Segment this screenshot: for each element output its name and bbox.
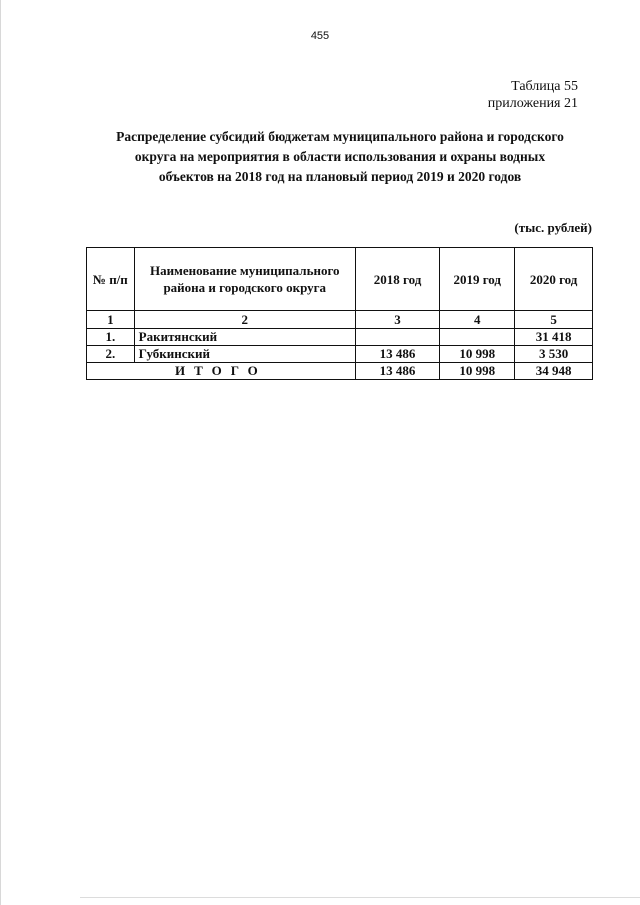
row-2019: 10 998: [440, 346, 515, 363]
header-2019: 2019 год: [440, 248, 515, 311]
total-2019: 10 998: [440, 363, 515, 380]
row-name: Ракитянский: [134, 329, 355, 346]
row-num: 1.: [87, 329, 135, 346]
table-row: [87, 346, 593, 363]
subsidy-table: [86, 247, 593, 380]
title-line1: Распределение субсидий бюджетам муниципального района и городского: [116, 129, 564, 144]
table-ref-line1: Таблица 55: [511, 79, 578, 94]
header-num: № п/п: [87, 248, 135, 311]
table-row: [87, 329, 593, 346]
scan-bottom-line: [80, 897, 640, 898]
row-2019: [440, 329, 515, 346]
header-name: Наименование муниципального района и городского округа: [134, 248, 355, 311]
total-row: [87, 363, 593, 380]
table-ref-line2: приложения 21: [487, 96, 578, 111]
col-number-4: 4: [440, 311, 515, 329]
title-line3: объектов на 2018 год на плановый период 2019 и 2020 годов: [158, 169, 522, 184]
row-num: 2.: [87, 346, 135, 363]
col-number-1: 1: [87, 311, 135, 329]
header-2020: 2020 год: [515, 248, 593, 311]
total-2018: 13 486: [355, 363, 439, 380]
col-number-3: 3: [355, 311, 439, 329]
col-number-2: 2: [134, 311, 355, 329]
row-2020: 3 530: [515, 346, 593, 363]
total-2020: 34 948: [515, 363, 593, 380]
row-2020: 31 418: [515, 329, 593, 346]
total-label: ИТОГО: [87, 363, 356, 380]
row-name: Губкинский: [134, 346, 355, 363]
table-header-row: [87, 248, 593, 311]
title-line2: округа на мероприятия в области использования и охраны водных: [134, 149, 546, 164]
scan-margin-line: [0, 0, 1, 905]
units-label: (тыс. рублей): [514, 220, 592, 235]
table-reference: [488, 78, 578, 112]
row-2018: [355, 329, 439, 346]
page-number: 455: [310, 30, 330, 42]
row-2018: 13 486: [355, 346, 439, 363]
header-2018: 2018 год: [355, 248, 439, 311]
document-title: [70, 127, 610, 187]
col-number-5: 5: [515, 311, 593, 329]
column-number-row: [87, 311, 593, 329]
